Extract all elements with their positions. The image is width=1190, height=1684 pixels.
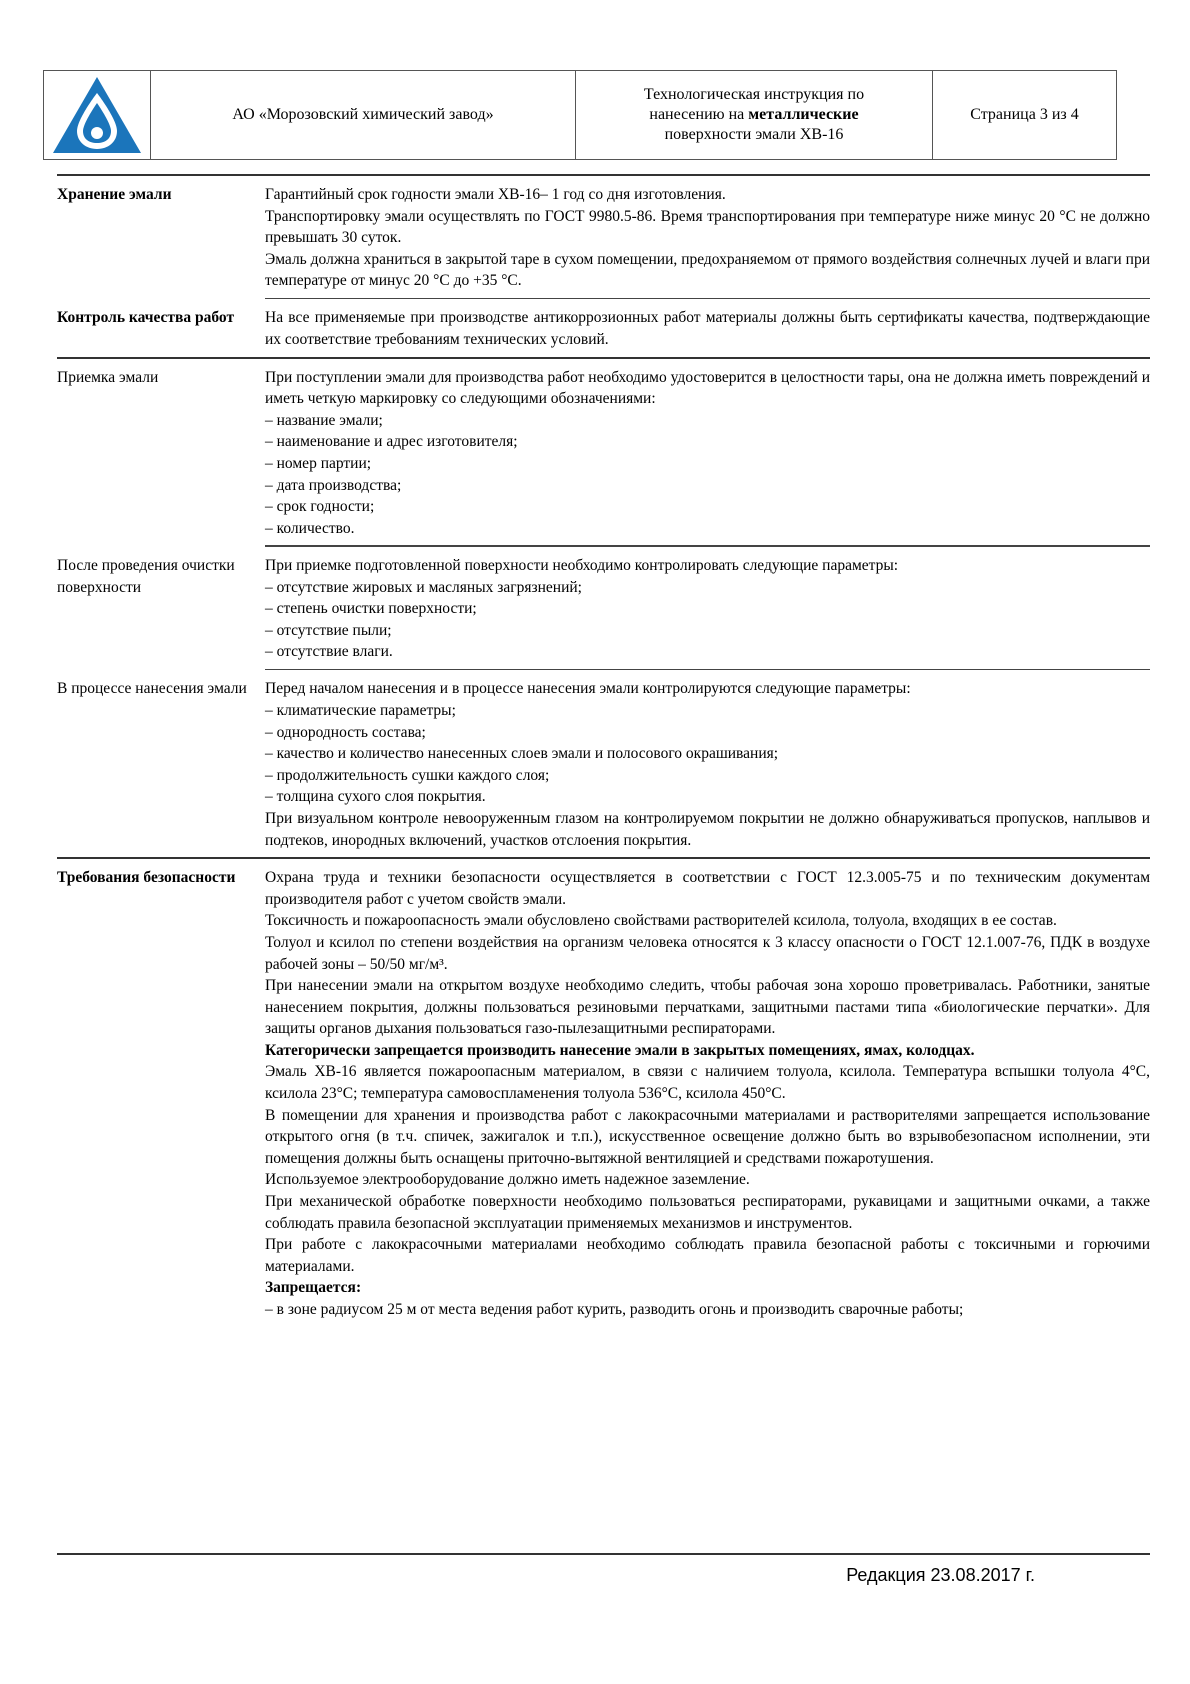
paragraph: При визуальном контроле невооруженным глазом на контролируемом покрытии не должно обнаруживаться пропусков, наплывов и подтеков, инородных включений, участков отслоения покрытия.: [265, 809, 1150, 849]
section-body: [265, 865, 1150, 1326]
paragraph: – наименование и адрес изготовителя;: [265, 433, 518, 451]
paragraph: – продолжительность сушки каждого слоя;: [265, 766, 550, 784]
paragraph: Эмаль должна храниться в закрытой таре в сухом помещении, предохраняемом от прямого воздействия солнечных лучей и влаги при температуре от минус 20 °С до +35 °С.: [265, 250, 1150, 290]
paragraph: При приемке подготовленной поверхности необходимо контролировать следующие параметры:: [265, 556, 899, 574]
paragraph: – степень очистки поверхности;: [265, 600, 477, 618]
paragraph: Используемое электрооборудование должно иметь надежное заземление.: [265, 1171, 750, 1189]
section-divider: [57, 857, 1150, 859]
paragraph: – количество.: [265, 519, 355, 537]
section-body: [265, 365, 1150, 546]
section-row: [57, 676, 1150, 857]
section-label: Хранение эмали: [57, 186, 172, 203]
section-divider: [265, 298, 1150, 300]
paragraph: – срок годности;: [265, 498, 375, 516]
paragraph: Токсичность и пожароопасность эмали обусловлено свойствами растворителей ксилола, толуола, входящих в ее состав.: [265, 912, 1057, 930]
paragraph: – отсутствие пыли;: [265, 621, 392, 639]
logo-cell: [44, 71, 151, 159]
section-body: [265, 305, 1150, 356]
paragraph: Охрана труда и техники безопасности осуществляется в соответствии с ГОСТ 12.3.005-75 и по техническим документам производителя работ с учетом свойств эмали.: [265, 869, 1150, 908]
section-label: Контроль качества работ: [57, 309, 235, 327]
paragraph: – в зоне радиусом 25 м от места ведения работ курить, разводить огонь и производить сварочные работы;: [265, 1301, 964, 1318]
paragraph: – номер партии;: [265, 455, 372, 473]
paragraph: – климатические параметры;: [265, 701, 456, 719]
paragraph: – отсутствие жировых и масляных загрязнений;: [265, 578, 582, 596]
paragraph: – название эмали;: [265, 411, 383, 429]
section-row: [57, 305, 1150, 356]
section-label: Приемка эмали: [57, 368, 159, 386]
section-row: [57, 553, 1150, 669]
paragraph: Категорически запрещается производить нанесение эмали в закрытых помещениях, ямах, колодцах.: [265, 1041, 975, 1059]
paragraph: При нанесении эмали на открытом воздухе необходимо следить, чтобы рабочая зона хорошо проветривалась. Работники, занятые нанесением покрытия, должны пользоваться резиновыми перчатками, защитными пастами типа «биологические перчатки». Для защиты органов дыхания пользоваться газо-пылезащитными респираторами.: [265, 977, 1150, 1038]
section-label: В процессе нанесения эмали: [57, 680, 247, 698]
section-label: Требования безопасности: [57, 869, 236, 887]
section-row: [57, 865, 1150, 1326]
paragraph: Запрещается:: [265, 1279, 362, 1297]
paragraph: В помещении для хранения и производства работ с лакокрасочными материалами и растворителями запрещается использование открытого огня (в т.ч. спичек, зажигалок и т.п.), искусственное освещение должно быть во взрывобезопасном исполнении, эти помещения должны быть оснащены приточно-вытяжной вентиляцией и средствами пожаротушения.: [265, 1106, 1150, 1167]
title-line-3: поверхности эмали ХВ-16: [664, 126, 844, 143]
section-label: После проведения очистки поверхности: [57, 556, 235, 596]
paragraph: Перед началом нанесения и в процессе нанесения эмали контролируются следующие параметры:: [265, 680, 911, 698]
paragraph: При работе с лакокрасочными материалами необходимо соблюдать правила безопасной работы с токсичными и горючими материалами.: [265, 1236, 1150, 1275]
footer-divider: [57, 1553, 1150, 1555]
section-row: [57, 182, 1150, 298]
paragraph: Толуол и ксилол по степени воздействия на организм человека относятся к 3 классу опасности о ГОСТ 12.1.007-76, ПДК в воздухе рабочей зоны – 50/50 мг/м³.: [265, 933, 1150, 973]
page-number: Страница 3 из 4: [970, 106, 1079, 123]
section-row: [57, 365, 1150, 546]
document-header: [43, 70, 1117, 160]
divider: [57, 174, 1150, 176]
title-line-2-bold: металлические: [748, 106, 859, 123]
paragraph: – толщина сухого слоя покрытия.: [265, 788, 486, 806]
section-divider: [57, 357, 1150, 359]
paragraph: – однородность состава;: [265, 723, 426, 741]
title-line-1: Технологическая инструкция по: [643, 86, 865, 103]
section-body: [265, 676, 1150, 857]
company-name: АО «Морозовский химический завод»: [151, 71, 576, 159]
paragraph: – отсутствие влаги.: [265, 643, 393, 661]
paragraph: На все применяемые при производстве антикоррозионных работ материалы должны быть сертификаты качества, подтверждающие их соответствие требованиям технических условий.: [265, 309, 1150, 349]
company-logo-icon: [51, 75, 143, 155]
instruction-table: [57, 174, 1150, 1327]
paragraph: Эмаль ХВ-16 является пожароопасным материалом, в связи с наличием толуола, ксилола. Температура вспышки толуола 4°С, ксилола 23°С; температура самовоспламенения толуола 536°С, ксилола 450°С.: [265, 1063, 1150, 1103]
paragraph: – дата производства;: [265, 476, 402, 494]
section-divider: [265, 545, 1150, 547]
paragraph: Гарантийный срок годности эмали ХВ-16– 1 год со дня изготовления.: [265, 186, 726, 203]
paragraph: При поступлении эмали для производства работ необходимо удостоверится в целостности тары, она не должна иметь повреждений и иметь четкую маркировку со следующими обозначениями:: [265, 368, 1150, 408]
section-body: [265, 553, 1150, 669]
section-divider: [265, 669, 1150, 671]
revision-date: Редакция 23.08.2017 г.: [846, 1565, 1035, 1585]
section-body: [265, 182, 1150, 298]
paragraph: При механической обработке поверхности необходимо пользоваться респираторами, рукавицами и защитными очками, а также соблюдать правила безопасной эксплуатации применяемых механизмов и инструментов.: [265, 1193, 1150, 1232]
paragraph: Транспортировку эмали осуществлять по ГОСТ 9980.5-86. Время транспортирования при температуре ниже минус 20 °С не должно превышать 30 суток.: [265, 207, 1150, 247]
document-title: [576, 71, 933, 159]
title-line-2: нанесению на: [649, 106, 749, 123]
paragraph: – качество и количество нанесенных слоев эмали и полосового окрашивания;: [265, 745, 779, 763]
